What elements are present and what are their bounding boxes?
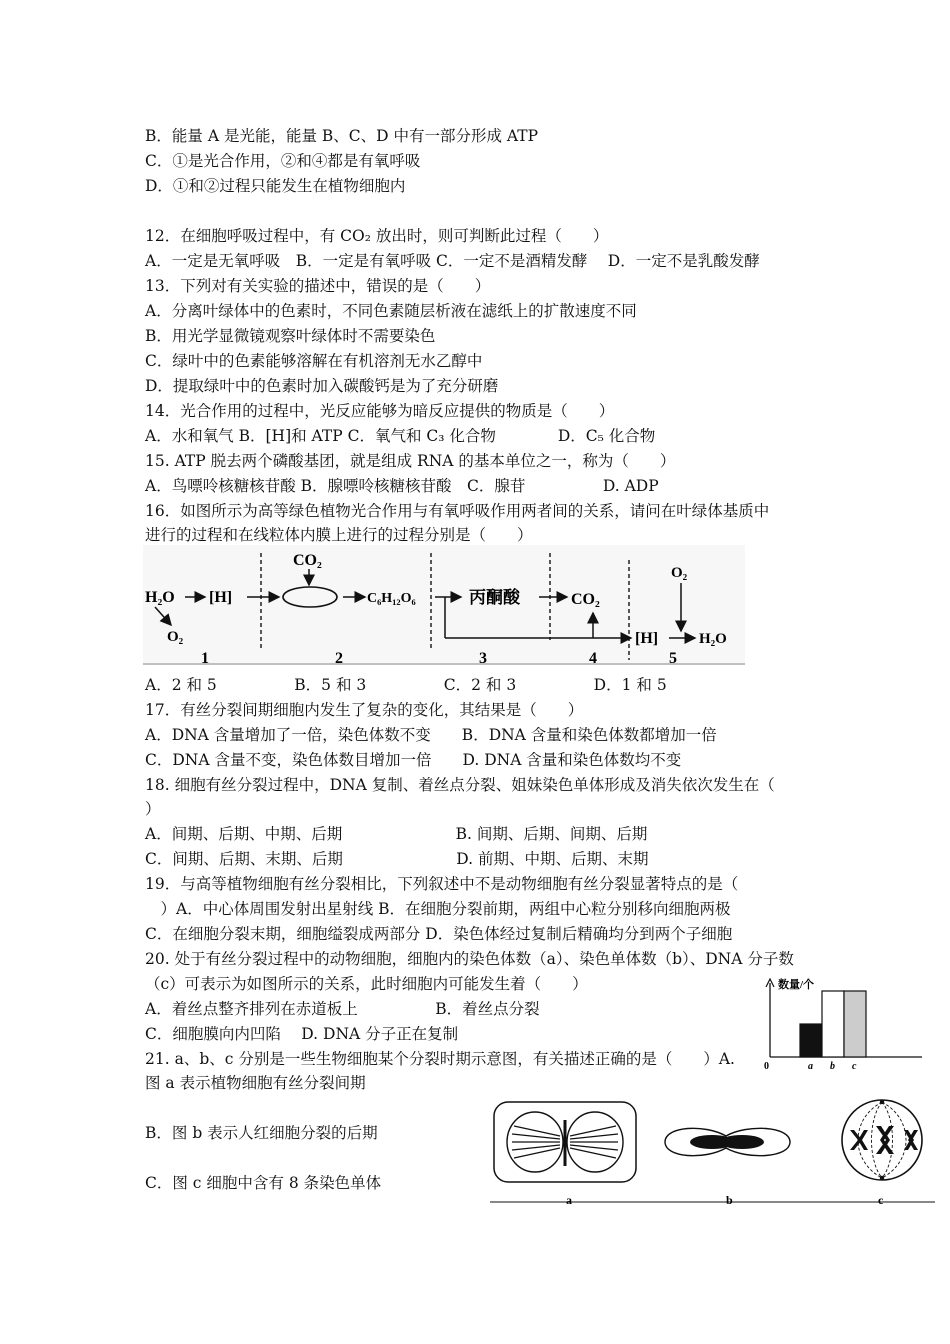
question-15: 15. ATP 脱去两个磷酸基团，就是组成 RNA 的基本单位之一，称为（ ） <box>145 452 676 470</box>
cell-division-figures <box>490 1094 935 1209</box>
photosynthesis-respiration-diagram <box>143 545 745 667</box>
glucose-label: C₆H₁₂O₆ <box>367 591 416 606</box>
text-line: A．鸟嘌呤核糖核苷酸 B．腺嘌呤核糖核苷酸 C．腺苷 D. ADP <box>145 477 659 495</box>
step-number: 1 <box>201 650 209 667</box>
step-number: 4 <box>589 650 597 667</box>
step-number: 2 <box>335 650 343 667</box>
h-label-2: [H] <box>635 630 659 647</box>
text-line: C．①是光合作用，②和④都是有氧呼吸 <box>145 152 421 170</box>
bar-c <box>844 991 866 1057</box>
question-20: 20. 处于有丝分裂过程中的动物细胞，细胞内的染色体数（a）、染色单体数（b）、DNA 分子数 <box>145 950 794 968</box>
text-line: A．一定是无氧呼吸 B．一定是有氧呼吸 C．一定不是酒精发酵 D．一定不是乳酸发酵 <box>145 252 760 270</box>
question-16: 16．如图所示为高等绿色植物光合作用与有氧呼吸作用两者间的关系，请问在叶绿体基质中 <box>145 502 770 520</box>
text-line: （c）可表示为如图所示的关系，此时细胞内可能发生着（ ） <box>145 975 588 993</box>
text-line: B．能量 A 是光能，能量 B、C、D 中有一部分形成 ATP <box>145 127 539 145</box>
text-line: A．着丝点整齐排列在赤道板上 B．着丝点分裂 <box>145 1000 540 1018</box>
figure-label-c: c <box>878 1193 884 1207</box>
text-line: C．绿叶中的色素能够溶解在有机溶剂无水乙醇中 <box>145 352 483 370</box>
category-label: c <box>852 1061 857 1072</box>
text-line: D．①和②过程只能发生在植物细胞内 <box>145 177 406 195</box>
pyruvate-label: 丙酮酸 <box>469 588 520 607</box>
text-line: 图 a 表示植物细胞有丝分裂间期 <box>145 1074 366 1092</box>
h2o-product-label: H₂O <box>699 631 727 647</box>
text-line: C．图 c 细胞中含有 8 条染色单体 <box>145 1174 382 1192</box>
bar-a <box>800 1024 822 1057</box>
text-line: A．水和氧气 B．[H]和 ATP C．氧气和 C₃ 化合物 D．C₅ 化合物 <box>145 427 656 445</box>
question-21: 21. a、b、c 分别是一些生物细胞某个分裂时期示意图，有关描述正确的是（ ）A. <box>145 1050 735 1068</box>
question-14: 14．光合作用的过程中，光反应能够为暗反应提供的物质是（ ） <box>145 402 615 420</box>
text-line: ） <box>145 800 161 818</box>
step-number: 3 <box>479 650 487 667</box>
figure-label-b: b <box>726 1193 733 1207</box>
question-19: 19．与高等植物细胞有丝分裂相比，下列叙述中不是动物细胞有丝分裂显著特点的是（ <box>145 875 739 893</box>
o2-label: O₂ <box>167 629 184 645</box>
y-axis-label: 数量/个 <box>778 979 815 991</box>
o2-input-label: O₂ <box>671 565 688 581</box>
text-line: C．细胞膜向内凹陷 D. DNA 分子正在复制 <box>145 1025 459 1043</box>
text-line: C．在细胞分裂末期，细胞缢裂成两部分 D．染色体经过复制后精确均分到两个子细胞 <box>145 925 733 943</box>
category-label: a <box>808 1061 813 1072</box>
chromosome-count-bar-chart <box>762 975 932 1073</box>
text-line: B．用光学显微镜观察叶绿体时不需要染色 <box>145 327 436 345</box>
text-line: D．提取绿叶中的色素时加入碳酸钙是为了充分研磨 <box>145 377 499 395</box>
text-line: ）A．中心体周围发射出星射线 B．在细胞分裂前期，两组中心粒分别移向细胞两极 <box>145 900 731 918</box>
text-line: A．间期、后期、中期、后期 B. 间期、后期、间期、后期 <box>145 825 648 843</box>
question-12: 12．在细胞呼吸过程中，有 CO₂ 放出时，则可判断此过程（ ） <box>145 227 609 245</box>
category-label: b <box>830 1061 835 1072</box>
text-line: 进行的过程和在线粒体内膜上进行的过程分别是（ ） <box>145 526 533 544</box>
bar-b <box>822 991 844 1057</box>
question-18: 18. 细胞有丝分裂过程中，DNA 复制、着丝点分裂、姐妹染色单体形成及消失依次发生在（ <box>145 776 775 794</box>
co2-output-label: CO₂ <box>571 591 600 608</box>
origin-label: 0 <box>764 1061 769 1072</box>
h-label: [H] <box>209 589 233 606</box>
co2-label: CO₂ <box>293 552 322 569</box>
text-line: A．2 和 5 B．5 和 3 C．2 和 3 D．1 和 5 <box>145 676 667 694</box>
question-13: 13．下列对有关实验的描述中，错误的是（ ） <box>145 277 491 295</box>
text-line: B．图 b 表示人红细胞分裂的后期 <box>145 1124 378 1142</box>
text-line: A．DNA 含量增加了一倍，染色体数不变 B．DNA 含量和染色体数都增加一倍 <box>145 726 717 744</box>
text-line: C．间期、后期、末期、后期 D. 前期、中期、后期、末期 <box>145 850 649 868</box>
step-number: 5 <box>669 650 677 667</box>
figure-label-a: a <box>566 1193 572 1207</box>
question-17: 17．有丝分裂间期细胞内发生了复杂的变化，其结果是（ ） <box>145 701 584 719</box>
text-line: C．DNA 含量不变，染色体数目增加一倍 D. DNA 含量和染色体数均不变 <box>145 751 682 769</box>
h2o-label: H₂O <box>145 589 175 606</box>
text-line: A．分离叶绿体中的色素时，不同色素随层析液在滤纸上的扩散速度不同 <box>145 302 637 320</box>
